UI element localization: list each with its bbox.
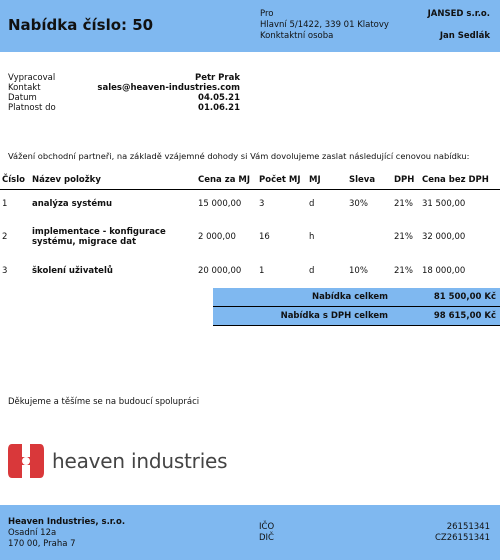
recipient-company-block — [428, 9, 490, 42]
info-value-prepared-by: Petr Prak — [194, 73, 240, 83]
offer-info — [8, 73, 240, 113]
cell-name: školení uživatelů — [32, 266, 113, 276]
cell-unit: d — [309, 199, 315, 209]
cell-unit: d — [309, 266, 315, 276]
recipient-company: JANSED s.r.o. — [427, 9, 490, 19]
totals-block — [213, 288, 500, 326]
document-footer — [0, 505, 500, 560]
info-value-date: 04.05.21 — [198, 93, 240, 103]
cell-discount: 30% — [349, 199, 368, 209]
total-row — [213, 288, 500, 306]
info-label-prepared-by: Vypracoval — [8, 73, 56, 83]
info-value-contact: sales@heaven-industries.com — [97, 83, 240, 93]
document-header — [0, 0, 500, 52]
dic-label: DIČ — [259, 533, 274, 543]
info-row — [8, 103, 240, 113]
cell-unit-price: 2 000,00 — [198, 232, 236, 242]
table-header-row — [0, 171, 500, 190]
table-row — [0, 256, 500, 286]
cell-number: 1 — [2, 199, 8, 209]
greeting-text: Vážení obchodní partneři, na základě vzájemné dohody si Vám dovolujeme zaslat následující cenovou nabídku: — [8, 151, 470, 161]
issuer-city: 170 00, Praha 7 — [8, 539, 76, 549]
total-label: Nabídka celkem — [311, 292, 388, 302]
cell-name: implementace - konfigurace systému, migrace dat — [32, 227, 166, 247]
cell-total: 31 500,00 — [422, 199, 466, 209]
recipient-address: Hlavní 5/1422, 339 01 Klatovy — [260, 20, 389, 30]
offer-title: Nabídka číslo: 50 — [8, 16, 154, 34]
info-value-valid-until: 01.06.21 — [198, 103, 240, 113]
cell-discount: 10% — [349, 266, 368, 276]
items-table — [0, 171, 500, 286]
cell-unit-price: 20 000,00 — [198, 266, 242, 276]
cell-quantity: 3 — [259, 199, 265, 209]
col-header-name: Název položky — [30, 171, 196, 190]
col-header-discount: Sleva — [347, 171, 392, 190]
col-header-total: Cena bez DPH — [420, 171, 500, 190]
cell-total: 32 000,00 — [422, 232, 466, 242]
issuer-block — [8, 517, 125, 550]
cell-total: 18 000,00 — [422, 266, 466, 276]
recipient-contact-label: Konktaktní osoba — [260, 31, 334, 41]
col-header-number: Číslo — [0, 171, 30, 190]
cell-unit-price: 15 000,00 — [198, 199, 242, 209]
info-row — [8, 83, 240, 93]
cell-unit: h — [309, 232, 315, 242]
col-header-unit-price: Cena za MJ — [196, 171, 257, 190]
recipient-label: Pro — [260, 9, 274, 19]
total-value: 81 500,00 Kč — [433, 292, 496, 302]
logo-wordmark: heaven industries — [52, 449, 228, 473]
cell-name: analýza systému — [32, 199, 113, 209]
cell-number: 2 — [2, 232, 8, 242]
cell-discount — [347, 218, 392, 256]
cell-vat: 21% — [394, 199, 413, 209]
issuer-id-labels — [259, 522, 274, 544]
totals-divider — [213, 325, 500, 326]
total-vat-value: 98 615,00 Kč — [433, 311, 496, 321]
total-vat-row — [213, 307, 500, 325]
info-label-valid-until: Platnost do — [8, 103, 56, 113]
issuer-company: Heaven Industries, s.r.o. — [8, 517, 126, 527]
issuer-id-values — [435, 522, 490, 544]
info-label-date: Datum — [8, 93, 37, 103]
heaven-logo-icon — [6, 442, 46, 480]
col-header-quantity: Počet MJ — [257, 171, 307, 190]
ico-label: IČO — [259, 522, 275, 532]
info-row — [8, 73, 240, 83]
issuer-street: Osadní 12a — [8, 528, 57, 538]
thanks-text: Děkujeme a těšíme se na budoucí spolupráci — [8, 397, 200, 407]
company-logo — [6, 441, 227, 481]
ico-value: 26151341 — [446, 522, 490, 532]
cell-vat: 21% — [394, 266, 413, 276]
dic-value: CZ26151341 — [434, 533, 490, 543]
info-row — [8, 93, 240, 103]
cell-number: 3 — [2, 266, 8, 276]
total-vat-label: Nabídka s DPH celkem — [280, 311, 388, 321]
cell-quantity: 16 — [259, 232, 270, 242]
cell-quantity: 1 — [259, 266, 265, 276]
recipient-block — [260, 9, 389, 42]
info-label-contact: Kontakt — [8, 83, 41, 93]
table-row — [0, 190, 500, 219]
table-row — [0, 218, 500, 256]
col-header-unit: MJ — [307, 171, 347, 190]
recipient-contact-name: Jan Sedlák — [439, 31, 490, 41]
col-header-vat: DPH — [392, 171, 420, 190]
cell-vat: 21% — [394, 232, 413, 242]
